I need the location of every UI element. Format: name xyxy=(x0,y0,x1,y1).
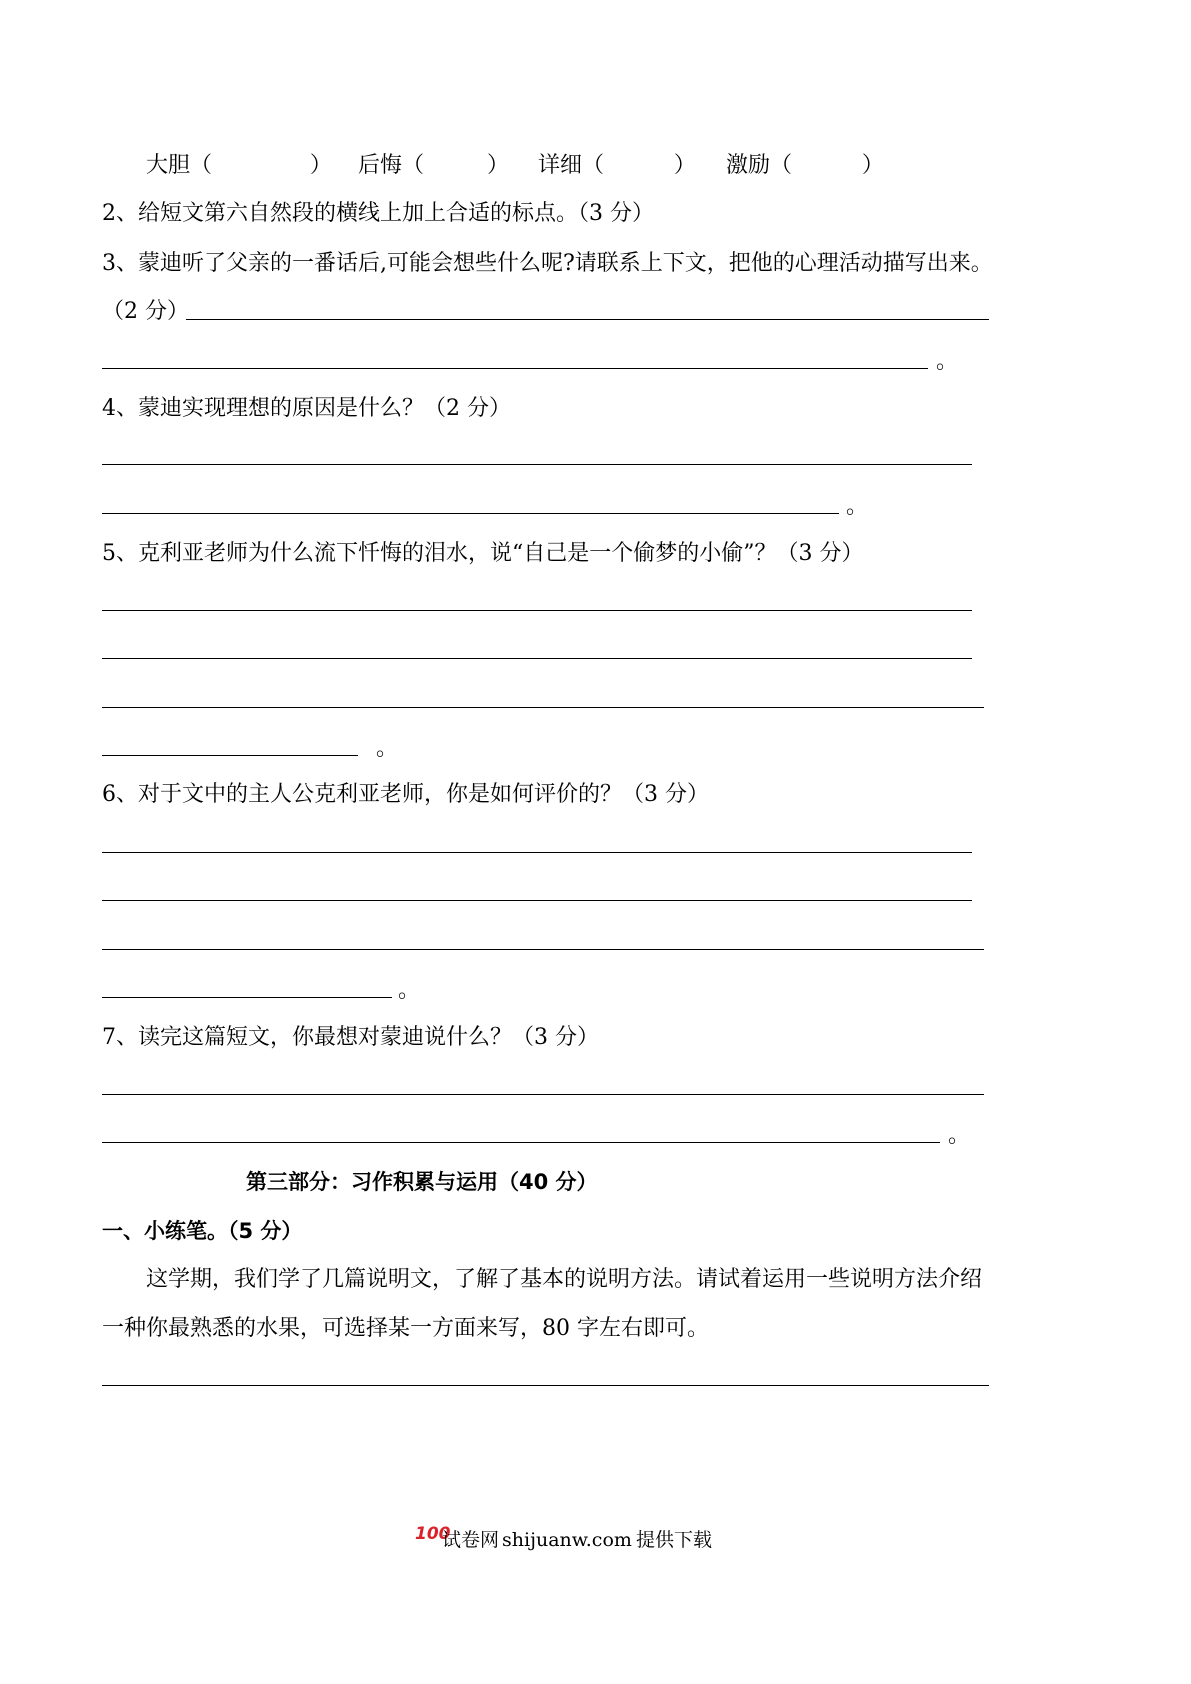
period-q7: 。 xyxy=(948,1123,971,1148)
word-houhui: 后悔（ ） xyxy=(358,153,509,178)
question-5: 5、克利亚老师为什么流下忏悔的泪水，说“自己是一个偷梦的小偷”？（3 分） xyxy=(102,541,864,566)
period-q4: 。 xyxy=(846,494,869,519)
answer-line-q6-4[interactable] xyxy=(102,997,392,998)
answer-line-q6-1[interactable] xyxy=(102,852,972,853)
answer-line-q5-3[interactable] xyxy=(102,707,984,708)
answer-line-q7-2[interactable] xyxy=(102,1142,940,1143)
answer-line-q3-2[interactable] xyxy=(102,368,928,369)
question-7: 7、读完这篇短文，你最想对蒙迪说什么？（3 分） xyxy=(102,1025,599,1050)
word-xiangxi: 详细（ ） xyxy=(538,153,696,178)
footer-provide: 提供下载 xyxy=(636,1529,713,1551)
period-q6: 。 xyxy=(398,978,421,1003)
word-dadan: 大胆（ ） xyxy=(146,153,332,178)
logo-text: 试卷网 xyxy=(442,1529,500,1551)
answer-line-q4-1[interactable] xyxy=(102,464,972,465)
logo-number: 100 xyxy=(415,1524,451,1544)
answer-line-q5-1[interactable] xyxy=(102,610,972,611)
answer-line-q6-2[interactable] xyxy=(102,900,972,901)
writing-answer-line-1[interactable] xyxy=(102,1385,989,1386)
answer-line-q6-3[interactable] xyxy=(102,949,984,950)
section-1-heading: 一、小练笔。（5 分） xyxy=(102,1219,303,1243)
writing-prompt-line-1: 这学期，我们学了几篇说明文，了解了基本的说明方法。请试着运用一些说明方法介绍 xyxy=(146,1267,983,1292)
period-q3: 。 xyxy=(936,349,959,374)
part-3-title: 第三部分：习作积累与运用（40 分） xyxy=(246,1170,598,1194)
footer-site[interactable]: shijuanw.com xyxy=(502,1529,632,1551)
answer-line-q3-1[interactable] xyxy=(186,319,989,320)
answer-line-q5-2[interactable] xyxy=(102,658,972,659)
period-q5: 。 xyxy=(376,736,399,761)
answer-line-q7-1[interactable] xyxy=(102,1094,984,1095)
question-3-score: （2 分） xyxy=(102,299,189,324)
answer-line-q4-2[interactable] xyxy=(102,513,839,514)
question-4: 4、蒙迪实现理想的原因是什么？（2 分） xyxy=(102,396,511,421)
question-3: 3、蒙迪听了父亲的一番话后,可能会想些什么呢?请联系上下文，把他的心理活动描写出来。 xyxy=(102,251,993,276)
writing-prompt-line-2: 一种你最熟悉的水果，可选择某一方面来写，80 字左右即可。 xyxy=(102,1316,709,1341)
question-6: 6、对于文中的主人公克利亚老师，你是如何评价的？（3 分） xyxy=(102,782,709,807)
question-2: 2、给短文第六自然段的横线上加上合适的标点。（3 分） xyxy=(102,201,654,226)
word-jili: 激励（ ） xyxy=(726,153,884,178)
answer-line-q5-4[interactable] xyxy=(102,755,358,756)
